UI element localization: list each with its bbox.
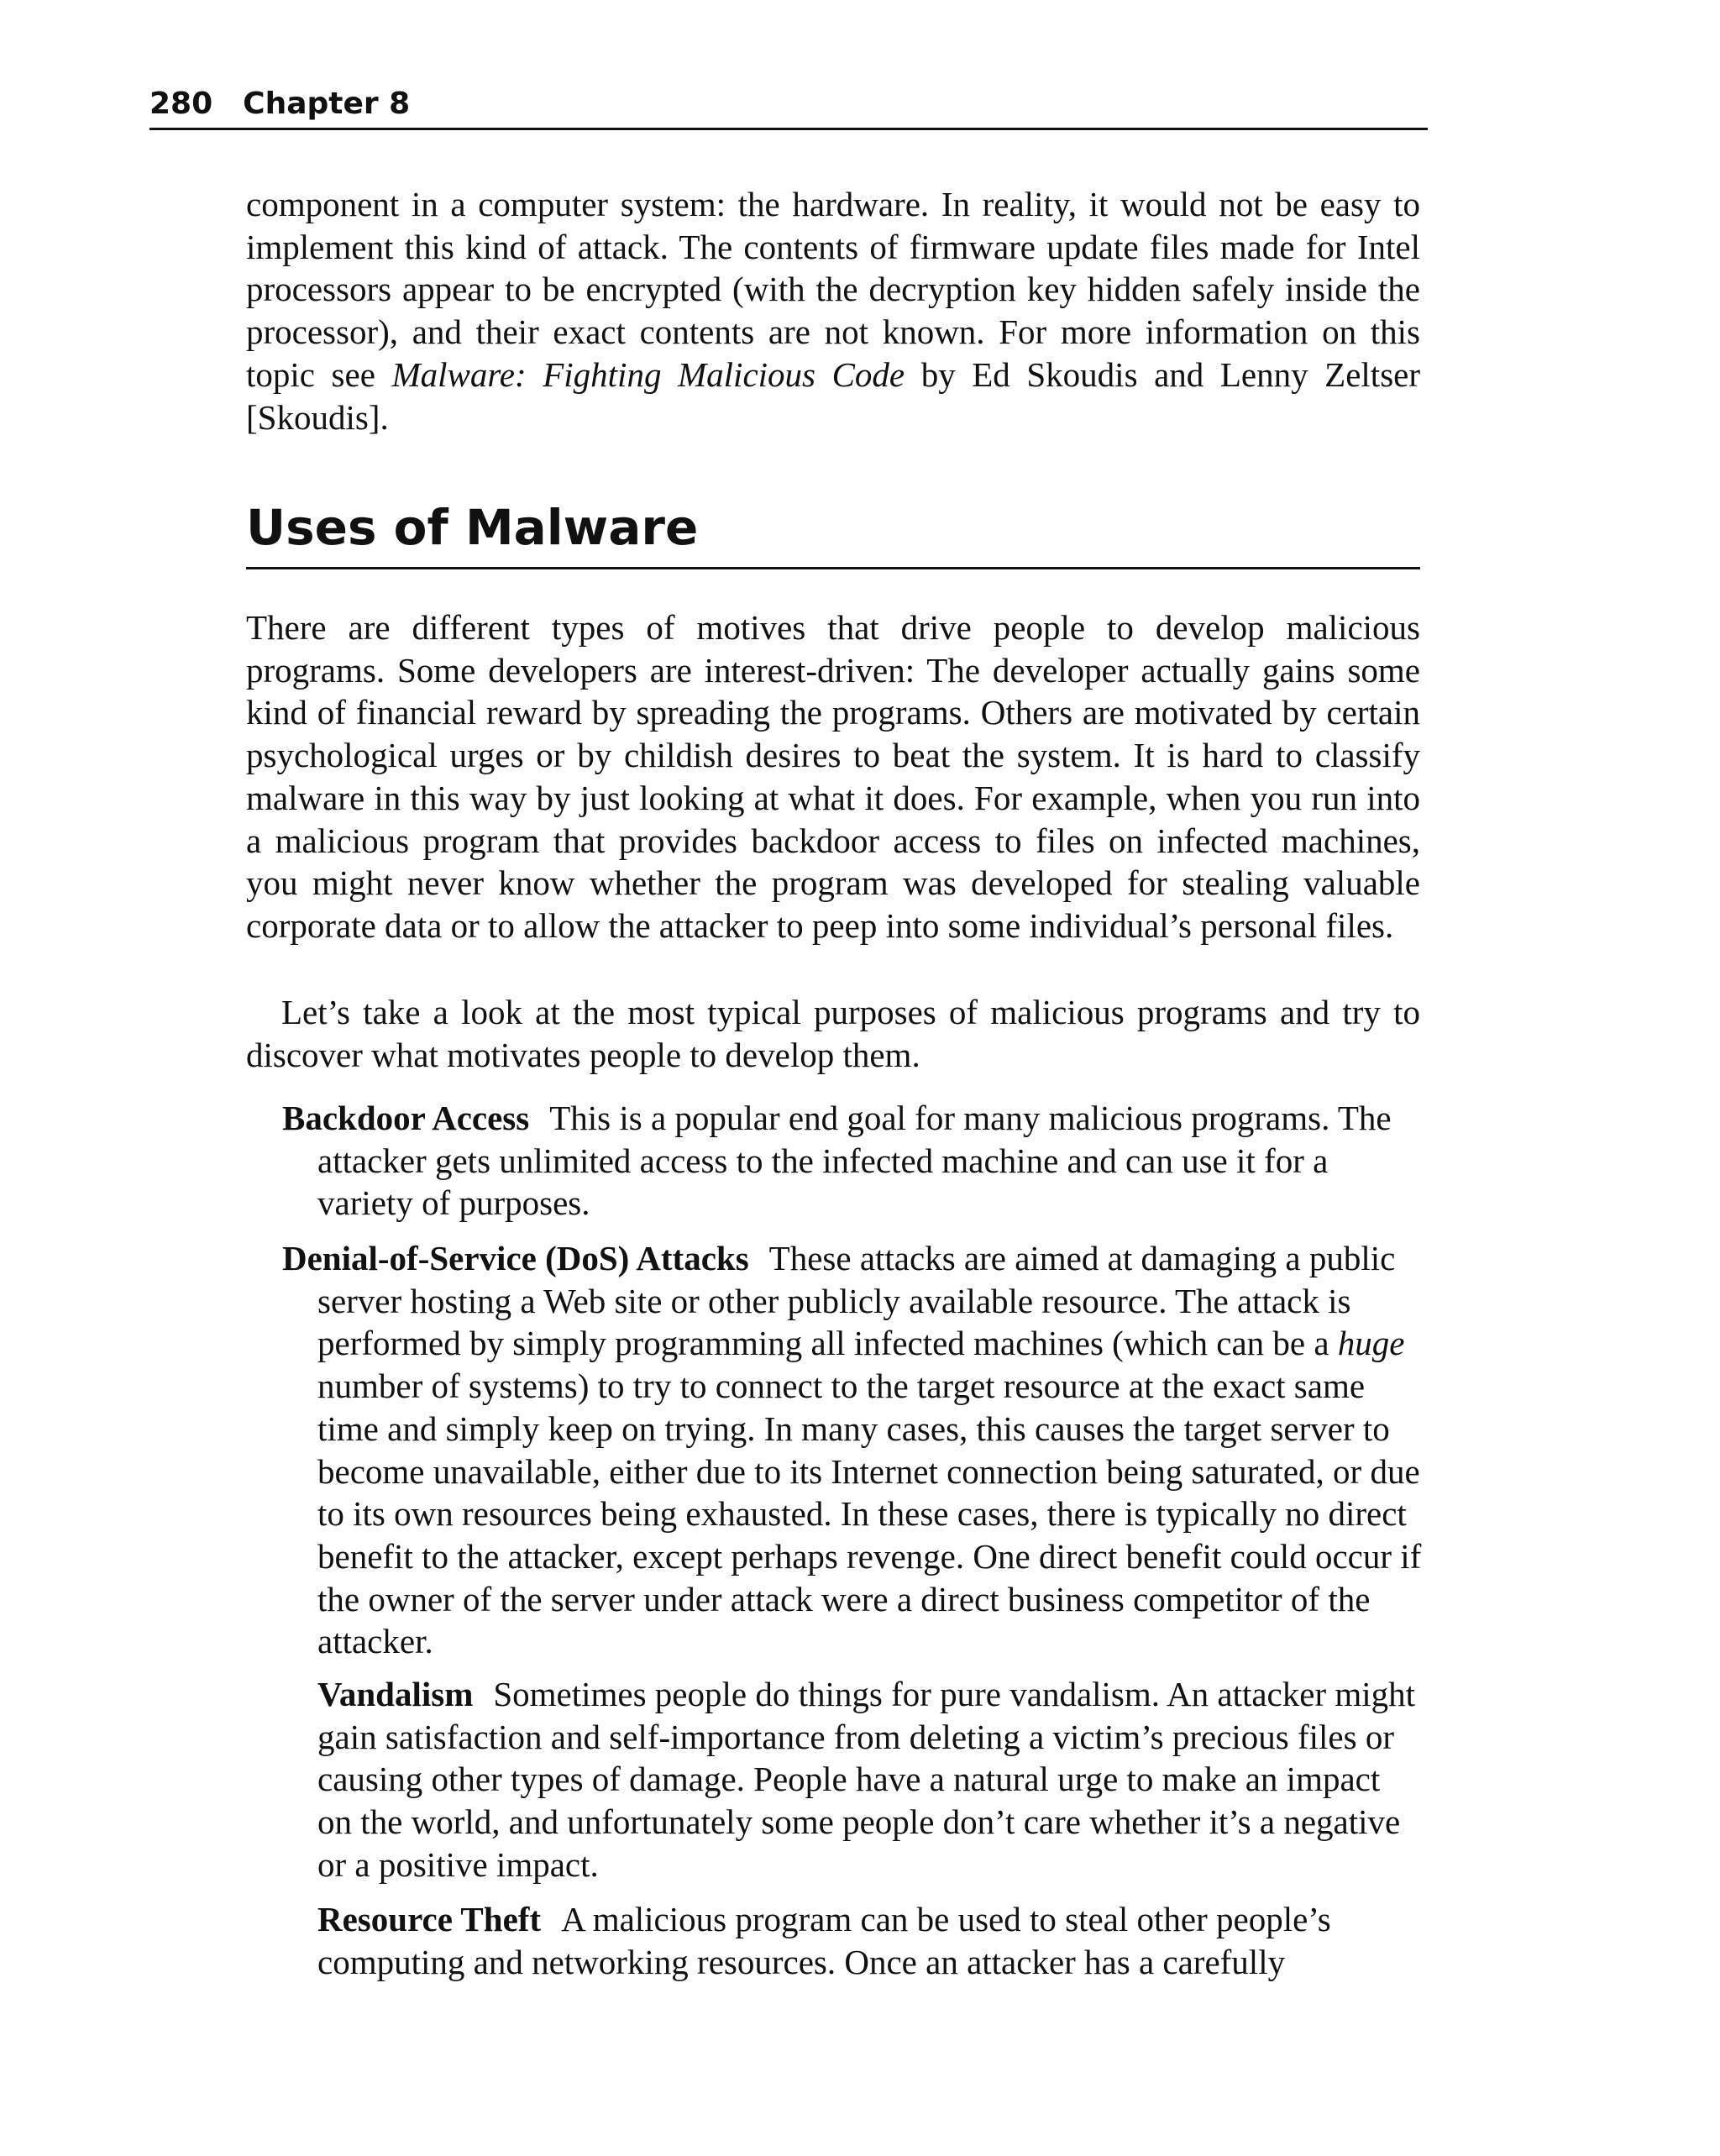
intro-paragraph [246,183,1420,438]
section-heading: Uses of Malware [246,491,1420,569]
intro-text-part1: component in a computer system: the hardware. In reality, it would not be easy to implement this kind of attack. The contents of firmware update files made for Intel processors appear to be encrypted (with the decryption key hidden safely inside the processor), and their exact contents are not known. For more information on this topic see [246,185,1420,394]
definition-term: Backdoor Access [282,1099,530,1137]
purposes-intro-paragraph: Let’s take a look at the most typical purposes of malicious programs and try to discover what motivates people to develop them. [246,993,1420,1074]
definition-dos-attacks [282,1237,1423,1663]
motives-paragraph: There are different types of motives that drive people to develop malicious programs. Some developers are interest-driven: The developer actually gains some kind of financial reward by spreading the programs. Others are motivated by certain psychological urges or by childish desires to beat the system. It is hard to classify malware in this way by just looking at what it does. For example, when you run into a malicious program that provides backdoor access to files on infected machines, you might never know whether the program was developed for stealing valuable corporate data or to allow the attacker to peep into some individual’s personal files. [246,608,1420,945]
emphasis-huge: huge [1337,1324,1405,1363]
definition-text: Sometimes people do things for pure vandalism. An attacker might gain satisfaction and self-importance from deleting a victim’s precious files or causing other types of damage. People have a natural urge to make an impact on the world, and unfortunately some people don’t care whether it’s a negative or a positive impact. [317,1675,1416,1884]
intro-text-part2: by Ed Skoudis and Lenny Zeltser [Skoudis]. [246,354,1421,437]
running-header [149,81,1428,130]
definition-resource-theft [317,1898,1423,1983]
definition-text: These attacks are aimed at damaging a public server hosting a Web site or other publicly available resource. The attack is performed by simply programming all infected machines (which can be a [317,1239,1396,1363]
page-number: 280 [149,87,213,121]
chapter-title: Chapter 8 [243,87,411,121]
definition-term: Denial-of-Service (DoS) Attacks [282,1239,749,1277]
definition-text-continued: number of systems) to try to connect to the target resource at the exact same time and simply keep on trying. In many cases, this causes the target server to become unavailable, either due to its Internet connection being saturated, or due to its own resources being exhausted. In these cases, there is typically no direct benefit to the attacker, except perhaps revenge. One direct benefit could occur if the owner of the server under attack were a direct business competitor of the attacker. [317,1367,1422,1661]
definition-text: A malicious program can be used to steal other people’s computing and networking resources. Once an attacker has a carefully [317,1900,1331,1981]
definition-term: Vandalism [317,1675,474,1713]
definition-backdoor-access [282,1097,1423,1225]
definition-vandalism [317,1673,1423,1886]
definition-text: This is a popular end goal for many malicious programs. The attacker gets unlimited access to the infected machine and can use it for a variety of purposes. [317,1099,1392,1223]
definition-term: Resource Theft [317,1900,542,1938]
book-title: Malware: Fighting Malicious Code [391,354,905,394]
